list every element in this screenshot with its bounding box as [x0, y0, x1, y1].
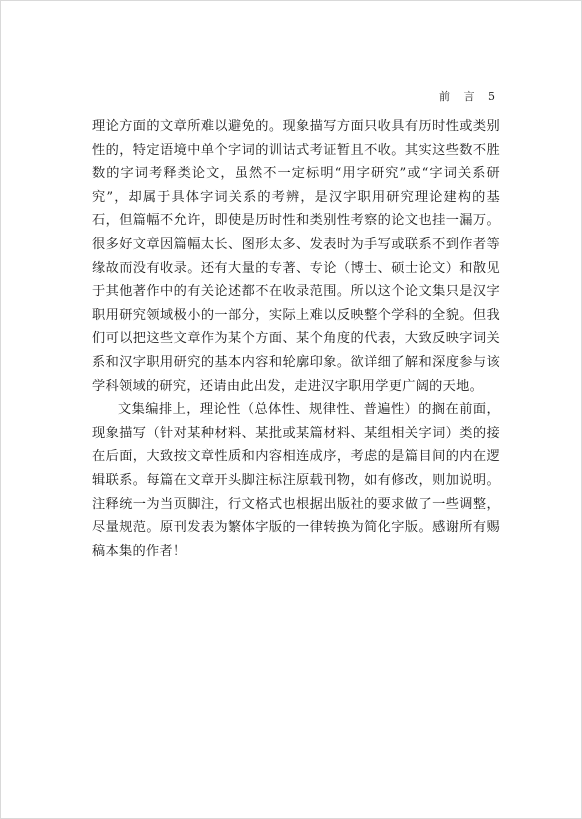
running-header	[439, 88, 500, 104]
paragraph-compilation-notes: 文集编排上，理论性（总体性、规律性、普遍性）的搁在前面，现象描写（针对某种材料、某批或某篇材料、某组相关字词）类的接在后面，大致按文章性质和内容相连成序，考虑的是篇目间的内在逻辑联系。每篇在文章开头脚注标注原载刊物，如有修改，则加说明。注释统一为当页脚注，行文格式也根据出版社的要求做了一些调整，尽量规范。原刊发表为繁体字版的一律转换为简化字版。感谢所有赐稿本集的作者！	[92, 402, 500, 559]
page-number: 5	[488, 90, 500, 103]
paragraph-continued: 理论方面的文章所难以避免的。现象描写方面只收具有历时性或类别性的，特定语境中单个字词的训诂式考证暂且不收。其实这些数不胜数的字词考释类论文，虽然不一定标明“用字研究”或“字词关系研究”，却属于具体字词关系的考辨，是汉字职用研究理论建构的基石，但篇幅不允许，即使是历时性和类别性考察的论文也挂一漏万。很多好文章因篇幅太长、图形太多、发表时为手写或联系不到作者等缘故而没有收录。还有大量的专著、专论（博士、硕士论文）和散见于其他著作中的有关论述都不在收录范围。所以这个论文集只是汉字职用研究领域极小的一部分，实际上难以反映整个学科的全貌。但我们可以把这些文章作为某个方面、某个角度的代表，大致反映字词关系和汉字职用研究的基本内容和轮廓印象。欲详细了解和深度参与该学科领域的研究，还请由此出发，走进汉字职用学更广阔的天地。	[92, 119, 500, 394]
running-title: 前 言	[439, 90, 480, 103]
body-text	[92, 115, 500, 563]
